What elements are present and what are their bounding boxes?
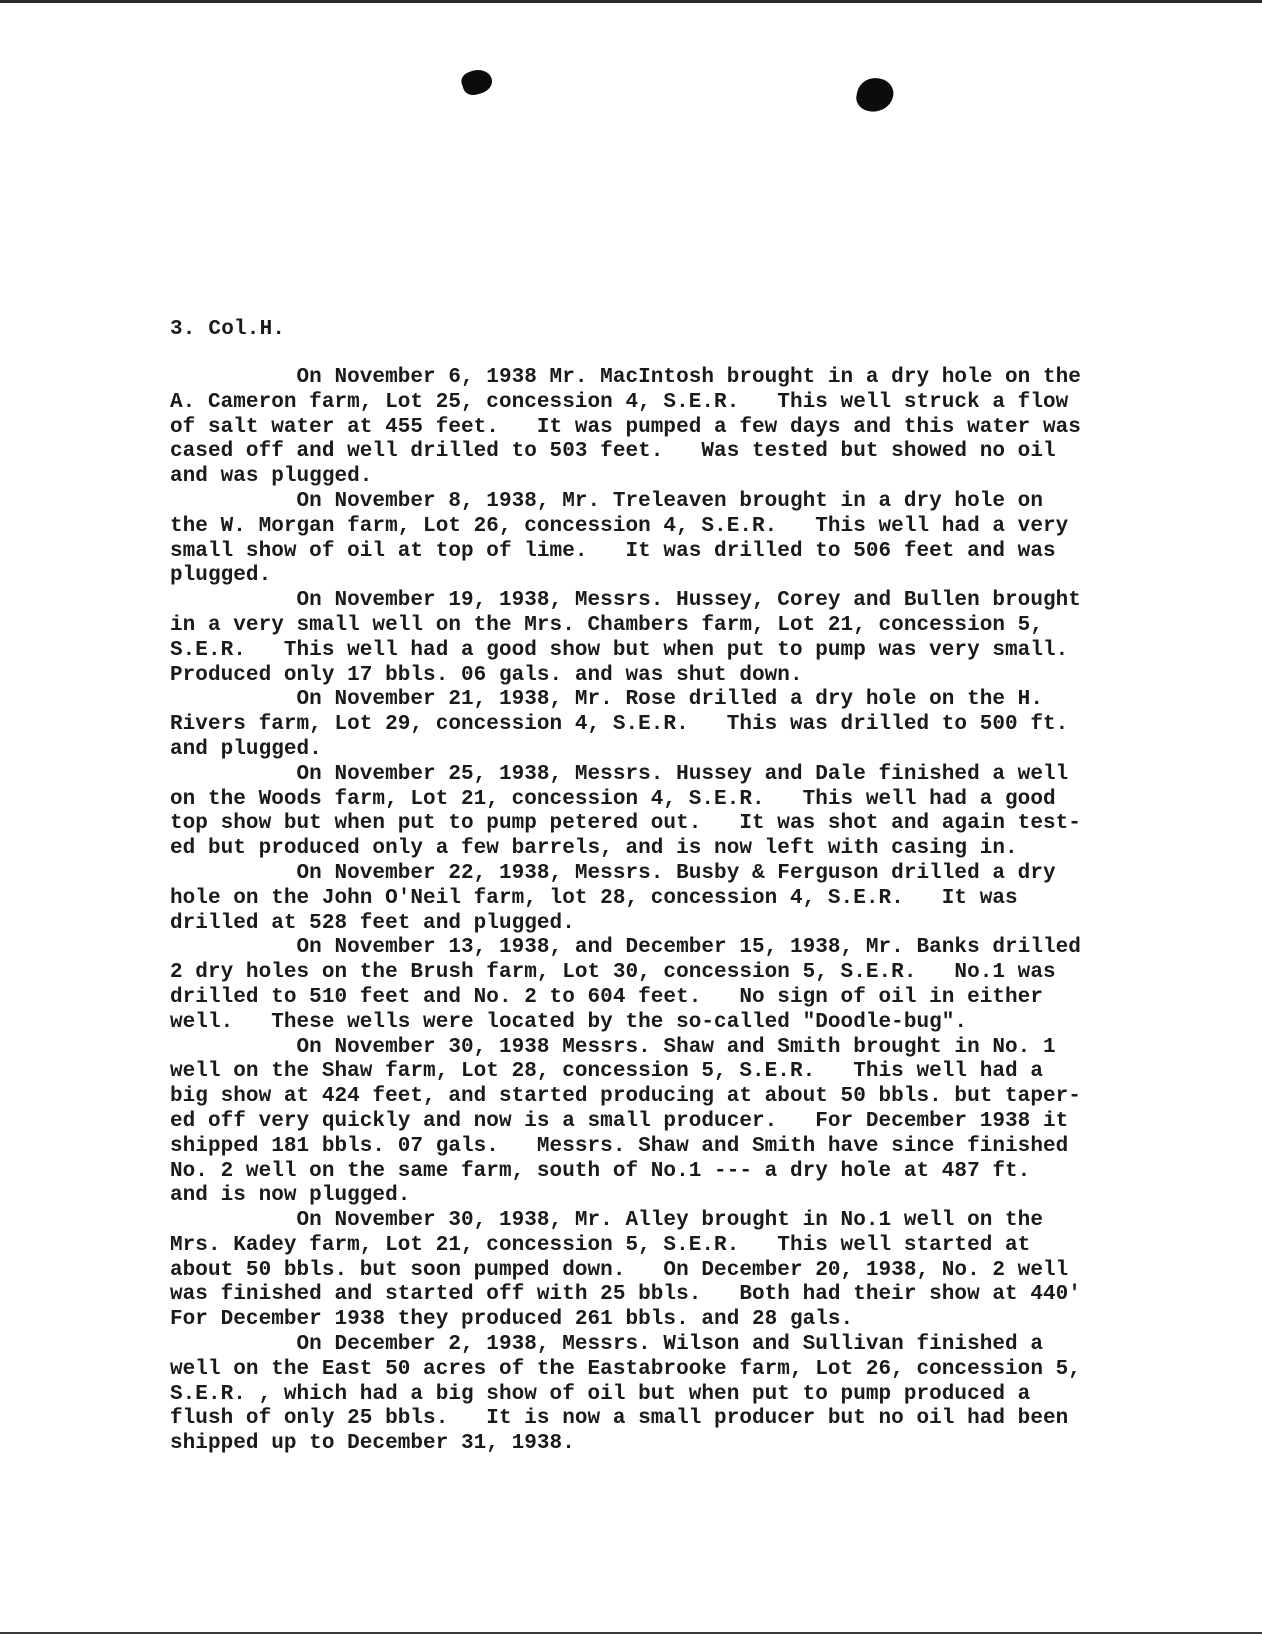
text-line: well on the Shaw farm, Lot 28, concession 5, S.E.R. This well had a bbox=[170, 1060, 1043, 1084]
text-line: in a very small well on the Mrs. Chambers farm, Lot 21, concession 5, bbox=[170, 613, 1043, 637]
text-line: On November 30, 1938, Mr. Alley brought in No.1 well on the bbox=[170, 1209, 1043, 1233]
text-line: For December 1938 they produced 261 bbls. and 28 gals. bbox=[170, 1308, 854, 1332]
text-line: shipped up to December 31, 1938. bbox=[170, 1432, 575, 1456]
text-line: S.E.R. , which had a big show of oil but when put to pump produced a bbox=[170, 1382, 1031, 1406]
text-line: well. These wells were located by the so-called "Doodle-bug". bbox=[170, 1010, 968, 1034]
text-line: and plugged. bbox=[170, 737, 322, 761]
text-line: flush of only 25 bbls. It is now a small producer but no oil had been bbox=[170, 1407, 1069, 1431]
text-line: Produced only 17 bbls. 06 gals. and was shut down. bbox=[170, 663, 803, 687]
text-line: top show but when put to pump petered out. It was shot and again test- bbox=[170, 812, 1081, 836]
text-line: Rivers farm, Lot 29, concession 4, S.E.R. This was drilled to 500 ft. bbox=[170, 713, 1069, 737]
text-line: On November 19, 1938, Messrs. Hussey, Corey and Bullen brought bbox=[170, 589, 1081, 613]
page-reference: 3. Col.H. bbox=[170, 318, 286, 341]
text-line: No. 2 well on the same farm, south of No.1 --- a dry hole at 487 ft. bbox=[170, 1159, 1031, 1183]
text-line: small show of oil at top of lime. It was drilled to 506 feet and was bbox=[170, 539, 1056, 563]
punch-hole-right bbox=[854, 75, 896, 116]
text-line: A. Cameron farm, Lot 25, concession 4, S.E.R. This well struck a flow bbox=[170, 390, 1069, 414]
text-line: drilled at 528 feet and plugged. bbox=[170, 911, 575, 935]
text-line: plugged. bbox=[170, 564, 272, 588]
text-line: shipped 181 bbls. 07 gals. Messrs. Shaw and Smith have since finished bbox=[170, 1134, 1069, 1158]
text-line: was finished and started off with 25 bbls. Both had their show at 440' bbox=[170, 1283, 1081, 1307]
text-line: and was plugged. bbox=[170, 465, 373, 489]
text-line: On November 30, 1938 Messrs. Shaw and Smith brought in No. 1 bbox=[170, 1035, 1056, 1059]
text-line: S.E.R. This well had a good show but when put to pump was very small. bbox=[170, 638, 1069, 662]
text-line: well on the East 50 acres of the Eastabrooke farm, Lot 26, concession 5, bbox=[170, 1357, 1081, 1381]
top-edge-rule bbox=[0, 0, 1262, 3]
text-line: On December 2, 1938, Messrs. Wilson and Sullivan finished a bbox=[170, 1333, 1043, 1357]
punch-hole-left bbox=[459, 66, 495, 98]
text-line: On November 25, 1938, Messrs. Hussey and Dale finished a well bbox=[170, 762, 1069, 786]
text-line: On November 21, 1938, Mr. Rose drilled a dry hole on the H. bbox=[170, 688, 1043, 712]
text-line: hole on the John O'Neil farm, lot 28, concession 4, S.E.R. It was bbox=[170, 886, 1018, 910]
text-line: drilled to 510 feet and No. 2 to 604 feet. No sign of oil in either bbox=[170, 985, 1043, 1009]
text-line: the W. Morgan farm, Lot 26, concession 4, S.E.R. This well had a very bbox=[170, 514, 1069, 538]
bottom-edge-rule bbox=[0, 1632, 1262, 1634]
text-line: On November 13, 1938, and December 15, 1938, Mr. Banks drilled bbox=[170, 936, 1081, 960]
text-line: On November 6, 1938 Mr. MacIntosh brought in a dry hole on the bbox=[170, 366, 1081, 389]
text-line: about 50 bbls. but soon pumped down. On December 20, 1938, No. 2 well bbox=[170, 1258, 1069, 1282]
text-line: of salt water at 455 feet. It was pumped a few days and this water was bbox=[170, 415, 1081, 439]
text-line: on the Woods farm, Lot 21, concession 4, S.E.R. This well had a good bbox=[170, 787, 1056, 811]
text-line: big show at 424 feet, and started producing at about 50 bbls. but taper- bbox=[170, 1085, 1081, 1109]
text-line: and is now plugged. bbox=[170, 1184, 411, 1208]
text-line: ed but produced only a few barrels, and is now left with casing in. bbox=[170, 837, 1018, 861]
text-line: Mrs. Kadey farm, Lot 21, concession 5, S.E.R. This well started at bbox=[170, 1233, 1031, 1257]
text-line: On November 8, 1938, Mr. Treleaven brought in a dry hole on bbox=[170, 489, 1043, 513]
text-line: ed off very quickly and now is a small producer. For December 1938 it bbox=[170, 1109, 1069, 1133]
text-line: 2 dry holes on the Brush farm, Lot 30, concession 5, S.E.R. No.1 was bbox=[170, 961, 1056, 985]
text-line: On November 22, 1938, Messrs. Busby & Ferguson drilled a dry bbox=[170, 861, 1056, 885]
typed-report-body bbox=[170, 366, 1250, 1457]
text-line: cased off and well drilled to 503 feet. Was tested but showed no oil bbox=[170, 440, 1056, 464]
